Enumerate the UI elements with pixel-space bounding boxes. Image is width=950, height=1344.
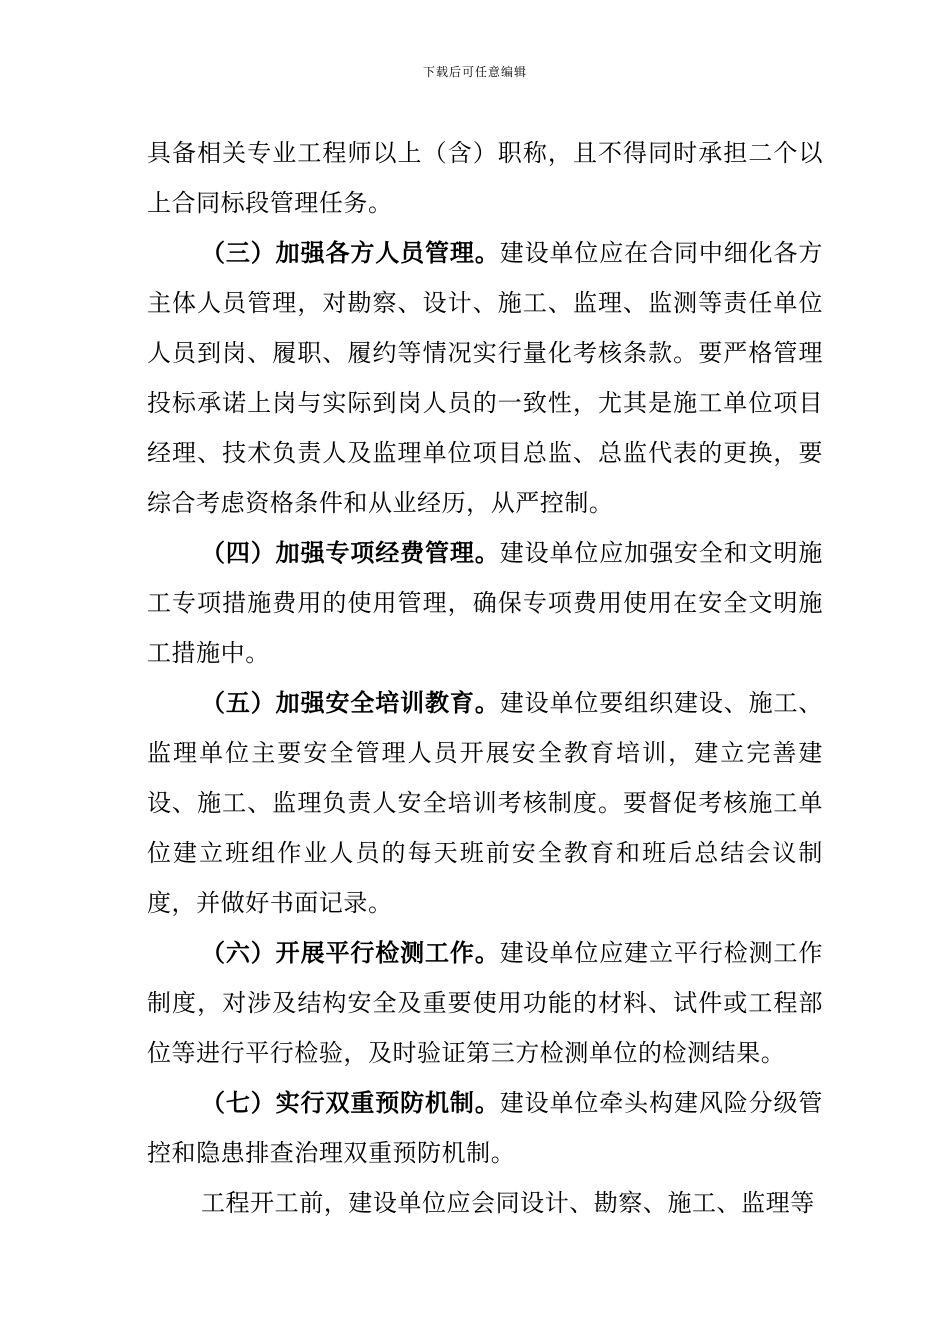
- paragraph-last: [147, 1178, 823, 1228]
- paragraph-1: [147, 128, 823, 228]
- page-header: 下载后可任意编辑: [422, 65, 527, 79]
- paragraph-last-text: 工程开工前，建设单位应会同设计、勘察、施工、监理等: [201, 1189, 815, 1217]
- paragraph-1-text: 具备相关专业工程师以上（含）职称，且不得同时承担二个以上合同标段管理任务。: [147, 139, 823, 217]
- section-6-heading: （六）开展平行检测工作。: [201, 939, 500, 967]
- paragraph-section-5: [147, 678, 823, 928]
- paragraph-section-6: [147, 928, 823, 1078]
- paragraph-section-7: [147, 1078, 823, 1178]
- section-3-heading: （三）加强各方人员管理。: [201, 239, 500, 267]
- section-7-text: 建设单位牵头构建风险分级管控和隐患排查治理双重预防机制。: [147, 1089, 823, 1167]
- section-7-heading: （七）实行双重预防机制。: [201, 1089, 500, 1117]
- section-4-heading: （四）加强专项经费管理。: [201, 539, 500, 567]
- section-6-text: 建设单位应建立平行检测工作制度，对涉及结构安全及重要使用功能的材料、试件或工程部位等进行平行检验，及时验证第三方检测单位的检测结果。: [147, 939, 823, 1067]
- section-3-text: 建设单位应在合同中细化各方主体人员管理，对勘察、设计、施工、监理、监测等责任单位人员到岗、履职、履约等情况实行量化考核条款。要严格管理投标承诺上岗与实际到岗人员的一致性，尤其是施工单位项目经理、技术负责人及监理单位项目总监、总监代表的更换，要综合考虑资格条件和从业经历，从严控制。: [147, 239, 823, 517]
- section-4-text: 建设单位应加强安全和文明施工专项措施费用的使用管理，确保专项费用使用在安全文明施工措施中。: [147, 539, 823, 667]
- document-body: [147, 128, 823, 1228]
- section-5-text: 建设单位要组织建设、施工、监理单位主要安全管理人员开展安全教育培训，建立完善建设、施工、监理负责人安全培训考核制度。要督促考核施工单位建立班组作业人员的每天班前安全教育和班后总结会议制度，并做好书面记录。: [147, 689, 823, 917]
- section-5-heading: （五）加强安全培训教育。: [201, 689, 500, 717]
- paragraph-section-3: [147, 228, 823, 528]
- paragraph-section-4: [147, 528, 823, 678]
